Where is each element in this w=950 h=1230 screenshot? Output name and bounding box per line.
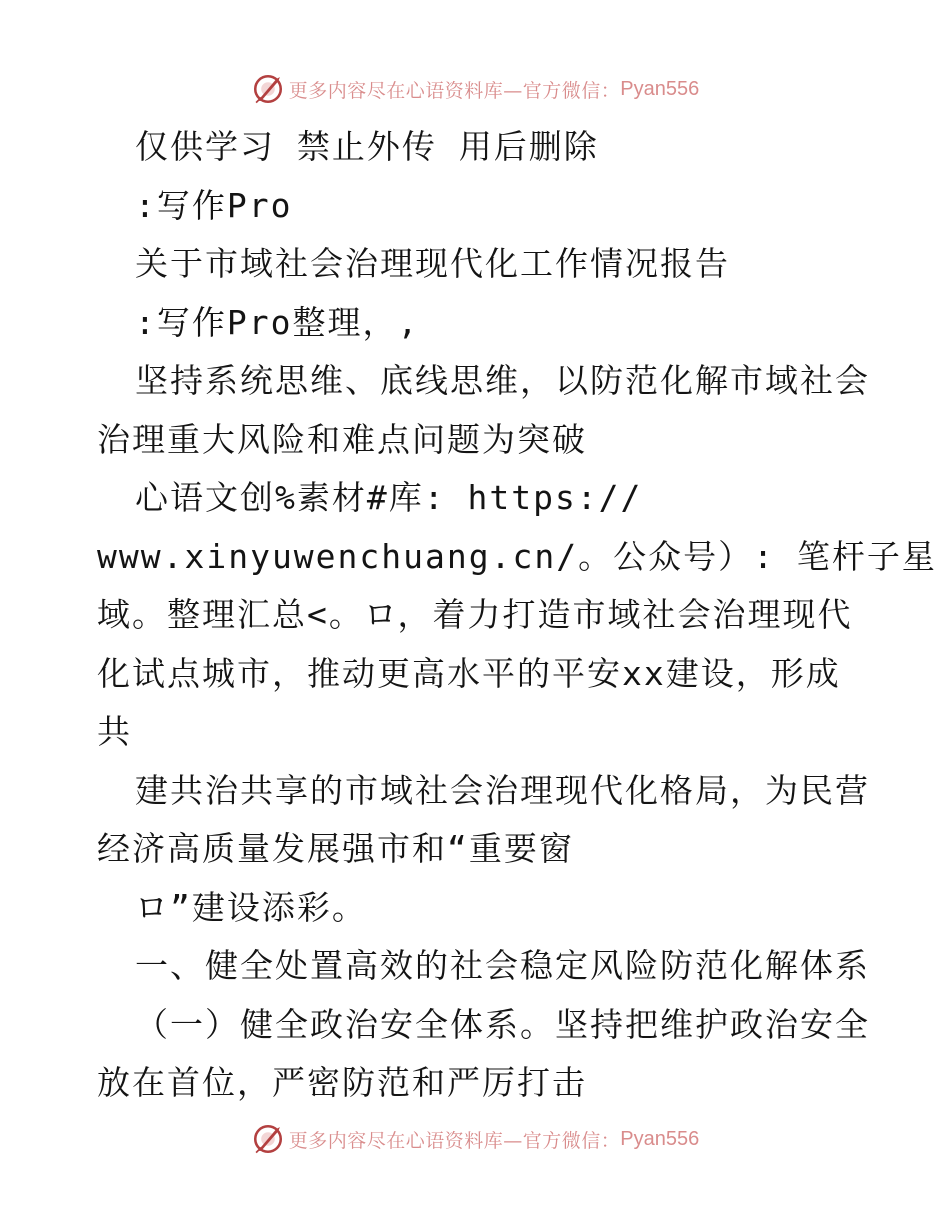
banner-text: 更多内容尽在心语资料库—官方微信： <box>288 79 621 102</box>
doc-paragraph-line: 域。整理汇总<。ロ，着力打造市域社会治理现代 <box>97 595 853 634</box>
doc-line: :写作Pro整理，, <box>135 302 420 342</box>
doc-paragraph-line: （一）健全政治安全体系。坚持把维护政治安全 <box>135 1004 870 1044</box>
doc-paragraph-line: 坚持系统思维、底线思维，以防范化解市域社会 <box>135 361 870 400</box>
doc-paragraph-line: 共 <box>97 712 132 751</box>
banner-text: 更多内容尽在心语资料库—官方微信： <box>288 1129 621 1152</box>
quill-seal-icon <box>251 1122 285 1156</box>
doc-paragraph-line: 建共治共享的市域社会治理现代化格局，为民营 <box>135 770 870 810</box>
doc-paragraph-line: 经济高质量发展强市和“重要窗 <box>97 829 574 868</box>
banner-wechat-id: Pyan556 <box>620 1127 700 1150</box>
doc-paragraph-line: ロ”建设添彩。 <box>135 887 367 927</box>
document-body <box>97 118 937 1113</box>
doc-paragraph-line: 治理重大风险和难点问题为突破 <box>97 419 587 459</box>
doc-line: :写作Pro <box>135 185 293 225</box>
doc-paragraph-line: 心语文创%素材#库: https:// <box>135 478 643 517</box>
footer-watermark-banner <box>0 1119 950 1159</box>
doc-paragraph-line: 化试点城市，推动更高水平的平安xx建设，形成 <box>97 653 841 693</box>
doc-paragraph-line: www.xinyuwenchuang.cn/。公众号）: 笔杆子星 <box>97 536 937 576</box>
doc-section-heading: 一、健全处置高效的社会稳定风险防范化解体系 <box>135 946 870 985</box>
header-watermark-banner <box>0 69 950 109</box>
quill-seal-icon <box>251 72 285 106</box>
doc-line: 仅供学习 禁止外传 用后删除 <box>135 127 599 166</box>
doc-title: 关于市域社会治理现代化工作情况报告 <box>135 244 730 283</box>
banner-wechat-id: Pyan556 <box>620 77 700 100</box>
doc-paragraph-line: 放在首位，严密防范和严厉打击 <box>97 1063 587 1102</box>
